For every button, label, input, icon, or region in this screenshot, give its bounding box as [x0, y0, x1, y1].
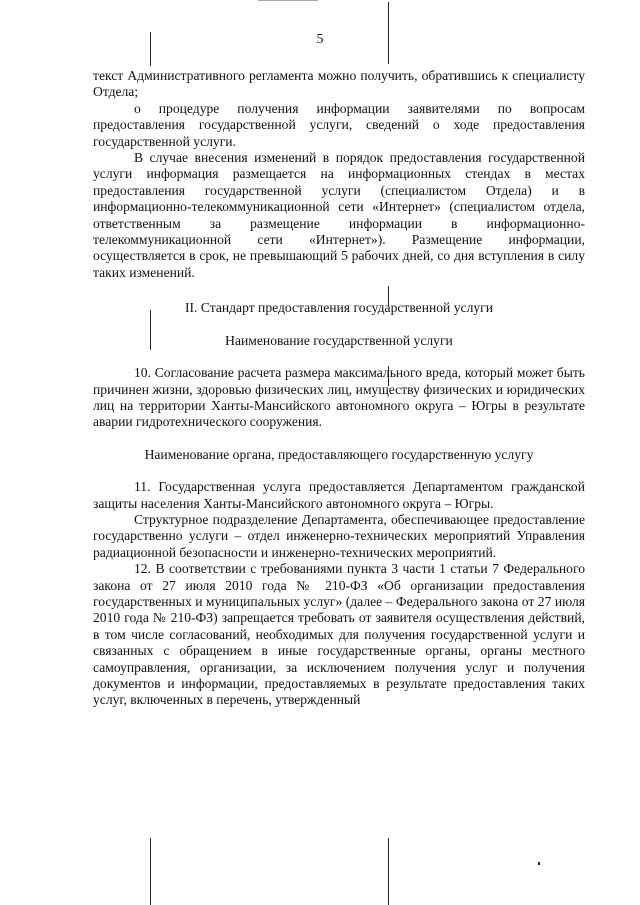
scan-artifact-dot: [538, 862, 540, 865]
page-number: 5: [316, 32, 324, 47]
section-heading: II. Стандарт предоставления государственной услуги: [184, 300, 493, 316]
scan-artifact-line: [258, 0, 318, 1]
paragraph-11: 11. Государственная услуга предоставляется Департаментом гражданской защиты населения Ханты-Мансийского автономного округа – Югры.: [93, 479, 585, 511]
scan-artifact-line: [150, 838, 151, 905]
paragraph: текст Административного регламента можно получить, обратившись к специалисту Отдела;: [93, 68, 585, 100]
subheading-organ-name: Наименование органа, предоставляющего государственную услугу: [144, 446, 534, 462]
paragraph: о процедуре получения информации заявителями по вопросам предоставления государственной услуги, сведений о ходе предоставления государственной услуги.: [93, 100, 585, 149]
paragraph-12: 12. В соответствии с требованиями пункта 3 части 1 статьи 7 Федерального закона от 27 июля 2010 года № 210-ФЗ «Об организации предоставления государственных и муниципальных услуг» (далее – Федерального закона от 27 июля 2010 года № 210-ФЗ) запрещается требовать от заявителя осуществления действий, в том числе согласований, необходимых для получения государственной услуги и связанных с обращением в иные государственные органы, органы местного самоуправления, организации, за исключением получения услуг и получения документов и информации, предоставляемых в результате предоставления таких услуг, включенных в перечень, утвержденный: [93, 561, 585, 708]
document-body: [93, 68, 585, 709]
paragraph: Структурное подразделение Департамента, обеспечивающее предоставление государственно услуги – отдел инженерно-технических мероприятий Управления радиационной безопасности и инженерно-технических мероприятий.: [93, 511, 585, 560]
paragraph-10: 10. Согласование расчета размера максимального вреда, который может быть причинен жизни, здоровью физических лиц, имуществу физических и юридических лиц на территории Ханты-Мансийского автономного округа – Югры в результате аварии гидротехнического сооружения.: [93, 365, 585, 430]
paragraph: В случае внесения изменений в порядок предоставления государственной услуги информация размещается на информационных стендах в местах предоставления государственной услуги (специалистом Отдела) и в информационно-телекоммуникационной сети «Интернет» (специалистом отдела, ответственным за размещение информации в информационно-телекоммуникационной сети «Интернет»). Размещение информации, осуществляется в срок, не превышающий 5 рабочих дней, со дня вступления в силу таких изменений.: [93, 150, 585, 280]
subheading-service-name: Наименование государственной услуги: [225, 332, 453, 348]
scan-artifact-line: [388, 838, 389, 905]
